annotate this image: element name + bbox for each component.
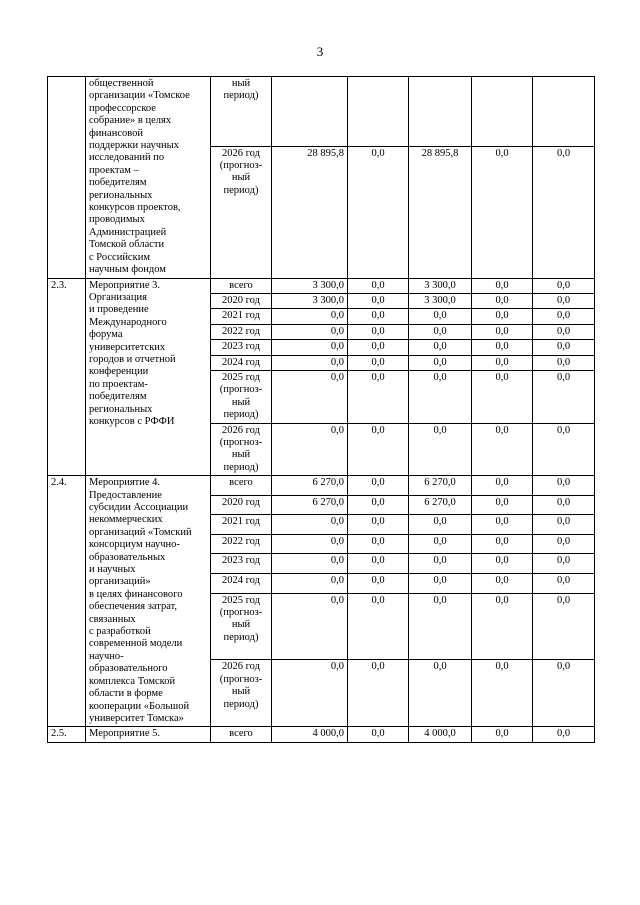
amount-cell: 0,0 xyxy=(348,309,409,324)
amount-cell: 0,0 xyxy=(272,355,348,370)
amount-cell: 0,0 xyxy=(472,370,533,423)
amount-cell xyxy=(348,77,409,147)
amount-cell: 0,0 xyxy=(472,515,533,535)
amount-cell: 0,0 xyxy=(272,554,348,574)
row-number: 2.5. xyxy=(48,727,86,742)
table-row xyxy=(48,77,595,147)
period-label: 2025 год (прогноз- ный период) xyxy=(211,593,272,660)
amount-cell: 0,0 xyxy=(409,355,472,370)
amount-cell: 0,0 xyxy=(472,355,533,370)
amount-cell: 0,0 xyxy=(348,278,409,293)
amount-cell: 0,0 xyxy=(533,554,595,574)
amount-cell: 0,0 xyxy=(348,574,409,594)
amount-cell: 0,0 xyxy=(472,340,533,355)
row-number: 2.3. xyxy=(48,278,86,476)
amount-cell: 0,0 xyxy=(348,340,409,355)
amount-cell: 0,0 xyxy=(348,495,409,515)
amount-cell: 0,0 xyxy=(533,574,595,594)
amount-cell: 0,0 xyxy=(348,727,409,742)
amount-cell: 0,0 xyxy=(272,660,348,727)
period-label: всего xyxy=(211,476,272,496)
amount-cell xyxy=(533,77,595,147)
activity-description: Мероприятие 4. Предоставление субсидии Ассоциации некоммерческих организаций «Томский консорциум научно- образовательных и научных организаций» в целях финансового обеспечения затрат, связанных с разработкой современной модели научно- образовательного комплекса Томской области в форме кооперации «Большой университет Томска» xyxy=(86,476,211,727)
amount-cell: 0,0 xyxy=(409,574,472,594)
amount-cell: 0,0 xyxy=(409,660,472,727)
amount-cell: 3 300,0 xyxy=(409,278,472,293)
period-label: 2026 год (прогноз- ный период) xyxy=(211,423,272,476)
period-label: 2024 год xyxy=(211,355,272,370)
amount-cell: 0,0 xyxy=(472,476,533,496)
amount-cell: 6 270,0 xyxy=(409,495,472,515)
row-number: 2.4. xyxy=(48,476,86,727)
amount-cell: 0,0 xyxy=(472,534,533,554)
amount-cell: 28 895,8 xyxy=(272,146,348,278)
activity-description: общественной организации «Томское профессорское собрание» в целях финансовой поддержки научных исследований по проектам – победителям региональных конкурсов проектов, проводимых Администрацией Томской области с Российским научным фондом xyxy=(86,77,211,279)
amount-cell: 0,0 xyxy=(533,293,595,308)
amount-cell: 0,0 xyxy=(348,660,409,727)
period-label: 2020 год xyxy=(211,293,272,308)
amount-cell xyxy=(472,77,533,147)
amount-cell: 0,0 xyxy=(533,495,595,515)
table-row xyxy=(48,278,595,293)
amount-cell xyxy=(409,77,472,147)
amount-cell: 0,0 xyxy=(272,309,348,324)
amount-cell: 0,0 xyxy=(348,293,409,308)
period-label: 2024 год xyxy=(211,574,272,594)
period-label: 2026 год (прогноз- ный период) xyxy=(211,146,272,278)
amount-cell: 0,0 xyxy=(472,593,533,660)
amount-cell: 0,0 xyxy=(272,324,348,339)
period-label: ный период) xyxy=(211,77,272,147)
amount-cell: 0,0 xyxy=(533,593,595,660)
table-row xyxy=(48,727,595,742)
amount-cell: 0,0 xyxy=(348,146,409,278)
amount-cell: 0,0 xyxy=(533,355,595,370)
amount-cell: 0,0 xyxy=(472,495,533,515)
row-number xyxy=(48,77,86,279)
amount-cell: 0,0 xyxy=(409,340,472,355)
amount-cell: 0,0 xyxy=(472,660,533,727)
amount-cell: 0,0 xyxy=(272,423,348,476)
amount-cell: 0,0 xyxy=(472,324,533,339)
amount-cell: 0,0 xyxy=(533,370,595,423)
activity-description: Мероприятие 5. xyxy=(86,727,211,742)
amount-cell: 0,0 xyxy=(348,324,409,339)
amount-cell: 0,0 xyxy=(348,476,409,496)
amount-cell: 0,0 xyxy=(348,355,409,370)
amount-cell: 0,0 xyxy=(409,370,472,423)
period-label: 2023 год xyxy=(211,340,272,355)
amount-cell: 0,0 xyxy=(348,593,409,660)
amount-cell: 6 270,0 xyxy=(272,476,348,496)
amount-cell: 3 300,0 xyxy=(409,293,472,308)
period-label: 2022 год xyxy=(211,324,272,339)
amount-cell: 0,0 xyxy=(533,515,595,535)
amount-cell: 4 000,0 xyxy=(272,727,348,742)
amount-cell: 0,0 xyxy=(409,515,472,535)
page-number: 3 xyxy=(316,44,324,59)
amount-cell: 0,0 xyxy=(533,278,595,293)
table-row xyxy=(48,476,595,496)
amount-cell: 0,0 xyxy=(348,534,409,554)
amount-cell: 0,0 xyxy=(472,574,533,594)
period-label: всего xyxy=(211,278,272,293)
amount-cell: 3 300,0 xyxy=(272,293,348,308)
amount-cell: 0,0 xyxy=(533,727,595,742)
amount-cell: 0,0 xyxy=(272,515,348,535)
amount-cell: 6 270,0 xyxy=(272,495,348,515)
amount-cell: 0,0 xyxy=(533,146,595,278)
period-label: 2026 год (прогноз- ный период) xyxy=(211,660,272,727)
amount-cell: 0,0 xyxy=(533,340,595,355)
amount-cell: 0,0 xyxy=(409,324,472,339)
amount-cell: 0,0 xyxy=(348,554,409,574)
amount-cell: 0,0 xyxy=(472,146,533,278)
amount-cell: 0,0 xyxy=(409,593,472,660)
amount-cell: 0,0 xyxy=(472,293,533,308)
period-label: 2020 год xyxy=(211,495,272,515)
amount-cell xyxy=(272,77,348,147)
amount-cell: 0,0 xyxy=(272,534,348,554)
activity-description: Мероприятие 3. Организация и проведение Международного форума университетских городов и отчетной конференции по проектам- победителям региональных конкурсов с РФФИ xyxy=(86,278,211,476)
period-label: 2022 год xyxy=(211,534,272,554)
period-label: 2021 год xyxy=(211,309,272,324)
amount-cell: 0,0 xyxy=(348,423,409,476)
amount-cell: 0,0 xyxy=(533,660,595,727)
period-label: 2021 год xyxy=(211,515,272,535)
amount-cell: 0,0 xyxy=(409,309,472,324)
amount-cell: 0,0 xyxy=(409,423,472,476)
amount-cell: 0,0 xyxy=(409,534,472,554)
amount-cell: 0,0 xyxy=(533,309,595,324)
amount-cell: 3 300,0 xyxy=(272,278,348,293)
amount-cell: 0,0 xyxy=(272,574,348,594)
period-label: 2025 год (прогноз- ный период) xyxy=(211,370,272,423)
amount-cell: 0,0 xyxy=(348,370,409,423)
amount-cell: 0,0 xyxy=(348,515,409,535)
amount-cell: 0,0 xyxy=(533,476,595,496)
period-label: всего xyxy=(211,727,272,742)
amount-cell: 0,0 xyxy=(272,370,348,423)
amount-cell: 0,0 xyxy=(472,727,533,742)
amount-cell: 0,0 xyxy=(272,340,348,355)
amount-cell: 0,0 xyxy=(533,534,595,554)
amount-cell: 0,0 xyxy=(272,593,348,660)
amount-cell: 0,0 xyxy=(409,554,472,574)
amount-cell: 0,0 xyxy=(472,423,533,476)
amount-cell: 0,0 xyxy=(472,309,533,324)
budget-table xyxy=(47,76,595,743)
amount-cell: 0,0 xyxy=(533,324,595,339)
amount-cell: 0,0 xyxy=(472,278,533,293)
amount-cell: 0,0 xyxy=(533,423,595,476)
amount-cell: 4 000,0 xyxy=(409,727,472,742)
amount-cell: 28 895,8 xyxy=(409,146,472,278)
amount-cell: 0,0 xyxy=(472,554,533,574)
amount-cell: 6 270,0 xyxy=(409,476,472,496)
period-label: 2023 год xyxy=(211,554,272,574)
